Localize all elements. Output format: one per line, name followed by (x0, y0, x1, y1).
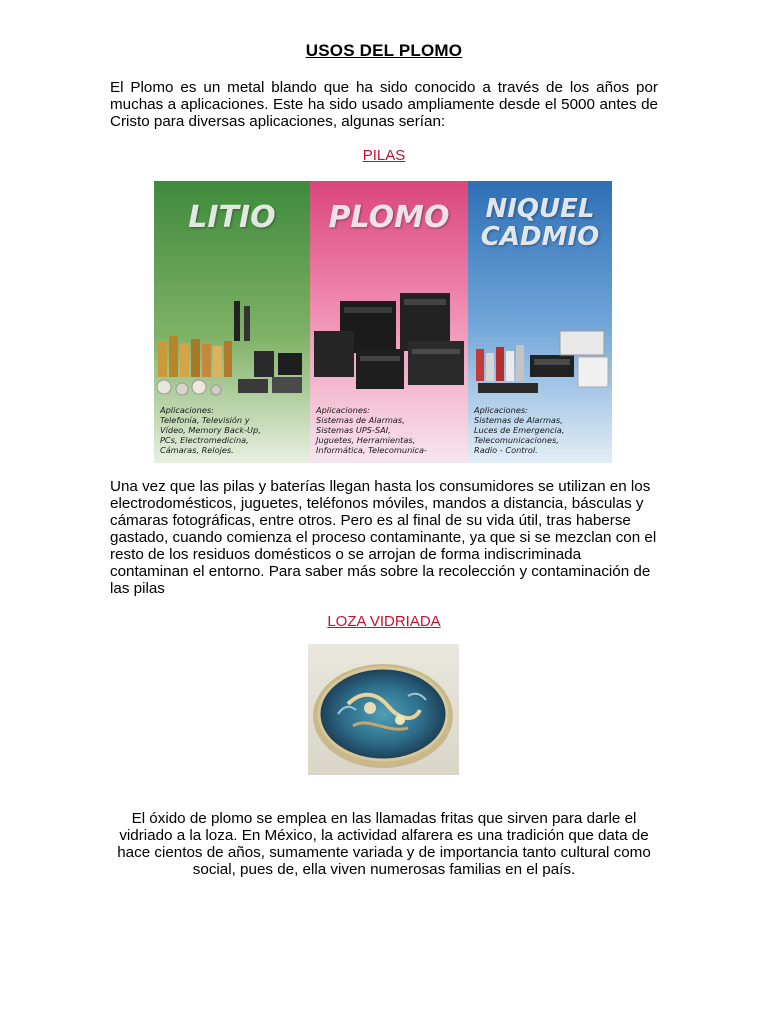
intro-paragraph: El Plomo es un metal blando que ha sido conocido a través de los años por muchas a aplicaciones. Este ha sido usado ampliamente desde el 5000 antes de Cristo para diversas aplicaciones, algunas serían: (110, 79, 658, 130)
battery-panel-word: LITIO (188, 200, 276, 235)
section-heading-loza-vidriada[interactable]: LOZA VIDRIADA (327, 613, 441, 630)
glazed-bowl-illustration (308, 644, 459, 775)
section-heading-pilas[interactable]: PILAS (362, 147, 406, 164)
loza-paragraph: El óxido de plomo se emplea en las llamadas fritas que sirven para darle el vidriado a la loza. En México, la actividad alfarera es una tradición que data de hace cientos de años, sumamente variada y de importancia tanto cultural como social, pues de, ella viven numerosas familias en el país. (117, 810, 651, 878)
battery-panel-caption: Aplicaciones: Telefonía, Televisión y Vídeo, Memory Back-Up, PCs, Electromedicina, Cámaras, Relojes. (160, 405, 261, 455)
battery-panel-caption: Aplicaciones: Sistemas de Alarmas, Sistemas UPS-SAI, Juguetes, Herramientas, Informática, Telecomunica- (316, 405, 428, 455)
battery-panel-word: PLOMO (328, 200, 450, 235)
battery-panel-litio (154, 181, 310, 463)
document-title: USOS DEL PLOMO (305, 41, 463, 60)
batteries-image (154, 181, 612, 463)
battery-panel-niquel-cadmio (468, 181, 612, 463)
glazed-bowl-image (308, 644, 459, 775)
pilas-paragraph: Una vez que las pilas y baterías llegan hasta los consumidores se utilizan en los electrodomésticos, juguetes, teléfonos móviles, mandos a distancia, básculas y cámaras fotográficas, entre otros. Pero es al final de su vida útil, tras haberse gastado, cuando comienza el proceso contaminante, ya que si se mezclan con el resto de los residuos domésticos o se arrojan de forma indiscriminada contaminan el entorno. Para saber más sobre la recolección y contaminación de las pilas (110, 478, 657, 597)
battery-panel-caption: Aplicaciones: Sistemas de Alarmas, Luces de Emergencia, Telecomunicaciones, Radio - Control. (474, 405, 565, 455)
battery-panel-plomo (310, 181, 468, 463)
battery-panel-word: NIQUEL CADMIO (480, 194, 600, 252)
